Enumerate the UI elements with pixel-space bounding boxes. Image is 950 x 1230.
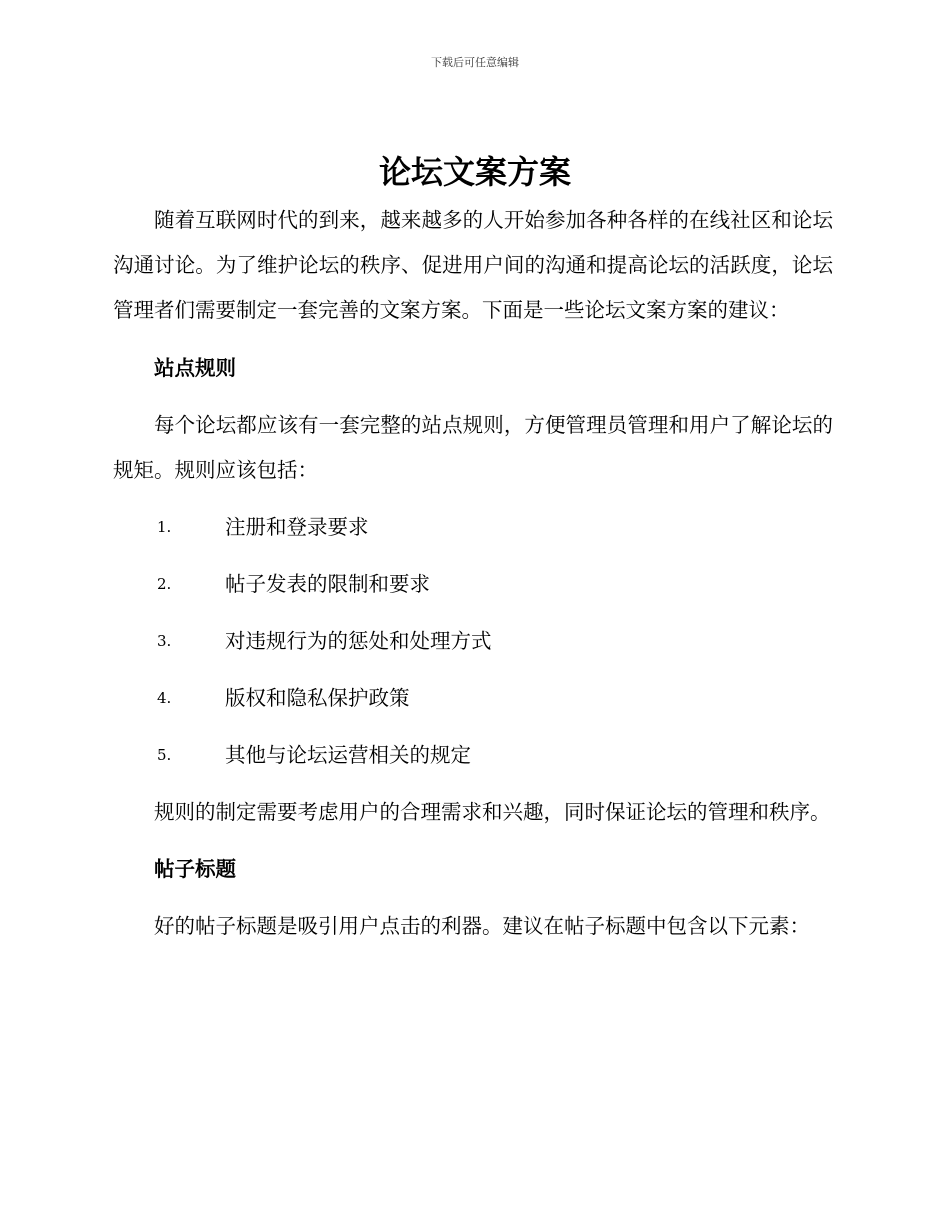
- list-item: [113, 733, 833, 778]
- list-item-number: 4.: [157, 689, 172, 707]
- list-item: [113, 562, 833, 607]
- list-item-text: 帖子发表的限制和要求: [225, 572, 430, 596]
- section-heading-post-titles: 帖子标题: [154, 857, 236, 881]
- document-body: [113, 198, 833, 961]
- site-rules-closing-paragraph: 规则的制定需要考虑用户的合理需求和兴趣，同时保证论坛的管理和秩序。: [154, 800, 831, 824]
- list-item-text: 对违规行为的惩处和处理方式: [225, 629, 492, 653]
- list-item: [113, 505, 833, 550]
- list-item: [113, 619, 833, 664]
- list-item-number: 2.: [157, 575, 172, 593]
- site-rules-paragraph: 每个论坛都应该有一套完整的站点规则，方便管理员管理和用户了解论坛的规矩。规则应该包括：: [113, 413, 833, 482]
- list-item-number: 5.: [157, 746, 172, 764]
- site-rules-list: [113, 505, 833, 778]
- list-item-number: 1.: [157, 518, 172, 536]
- post-titles-paragraph: 好的帖子标题是吸引用户点击的利器。建议在帖子标题中包含以下元素：: [154, 914, 810, 938]
- list-item-text: 其他与论坛运营相关的规定: [225, 743, 471, 767]
- document-title: 论坛文案方案: [378, 153, 571, 191]
- list-item: [113, 676, 833, 721]
- section-heading-site-rules: 站点规则: [154, 356, 236, 380]
- list-item-text: 版权和隐私保护政策: [225, 686, 410, 710]
- page-header: 下载后可任意编辑: [431, 56, 519, 69]
- list-item-number: 3.: [157, 632, 172, 650]
- intro-paragraph: 随着互联网时代的到来，越来越多的人开始参加各种各样的在线社区和论坛沟通讨论。为了维护论坛的秩序、促进用户间的沟通和提高论坛的活跃度，论坛管理者们需要制定一套完善的文案方案。下面是一些论坛文案方案的建议：: [113, 208, 833, 322]
- list-item-text: 注册和登录要求: [225, 515, 369, 539]
